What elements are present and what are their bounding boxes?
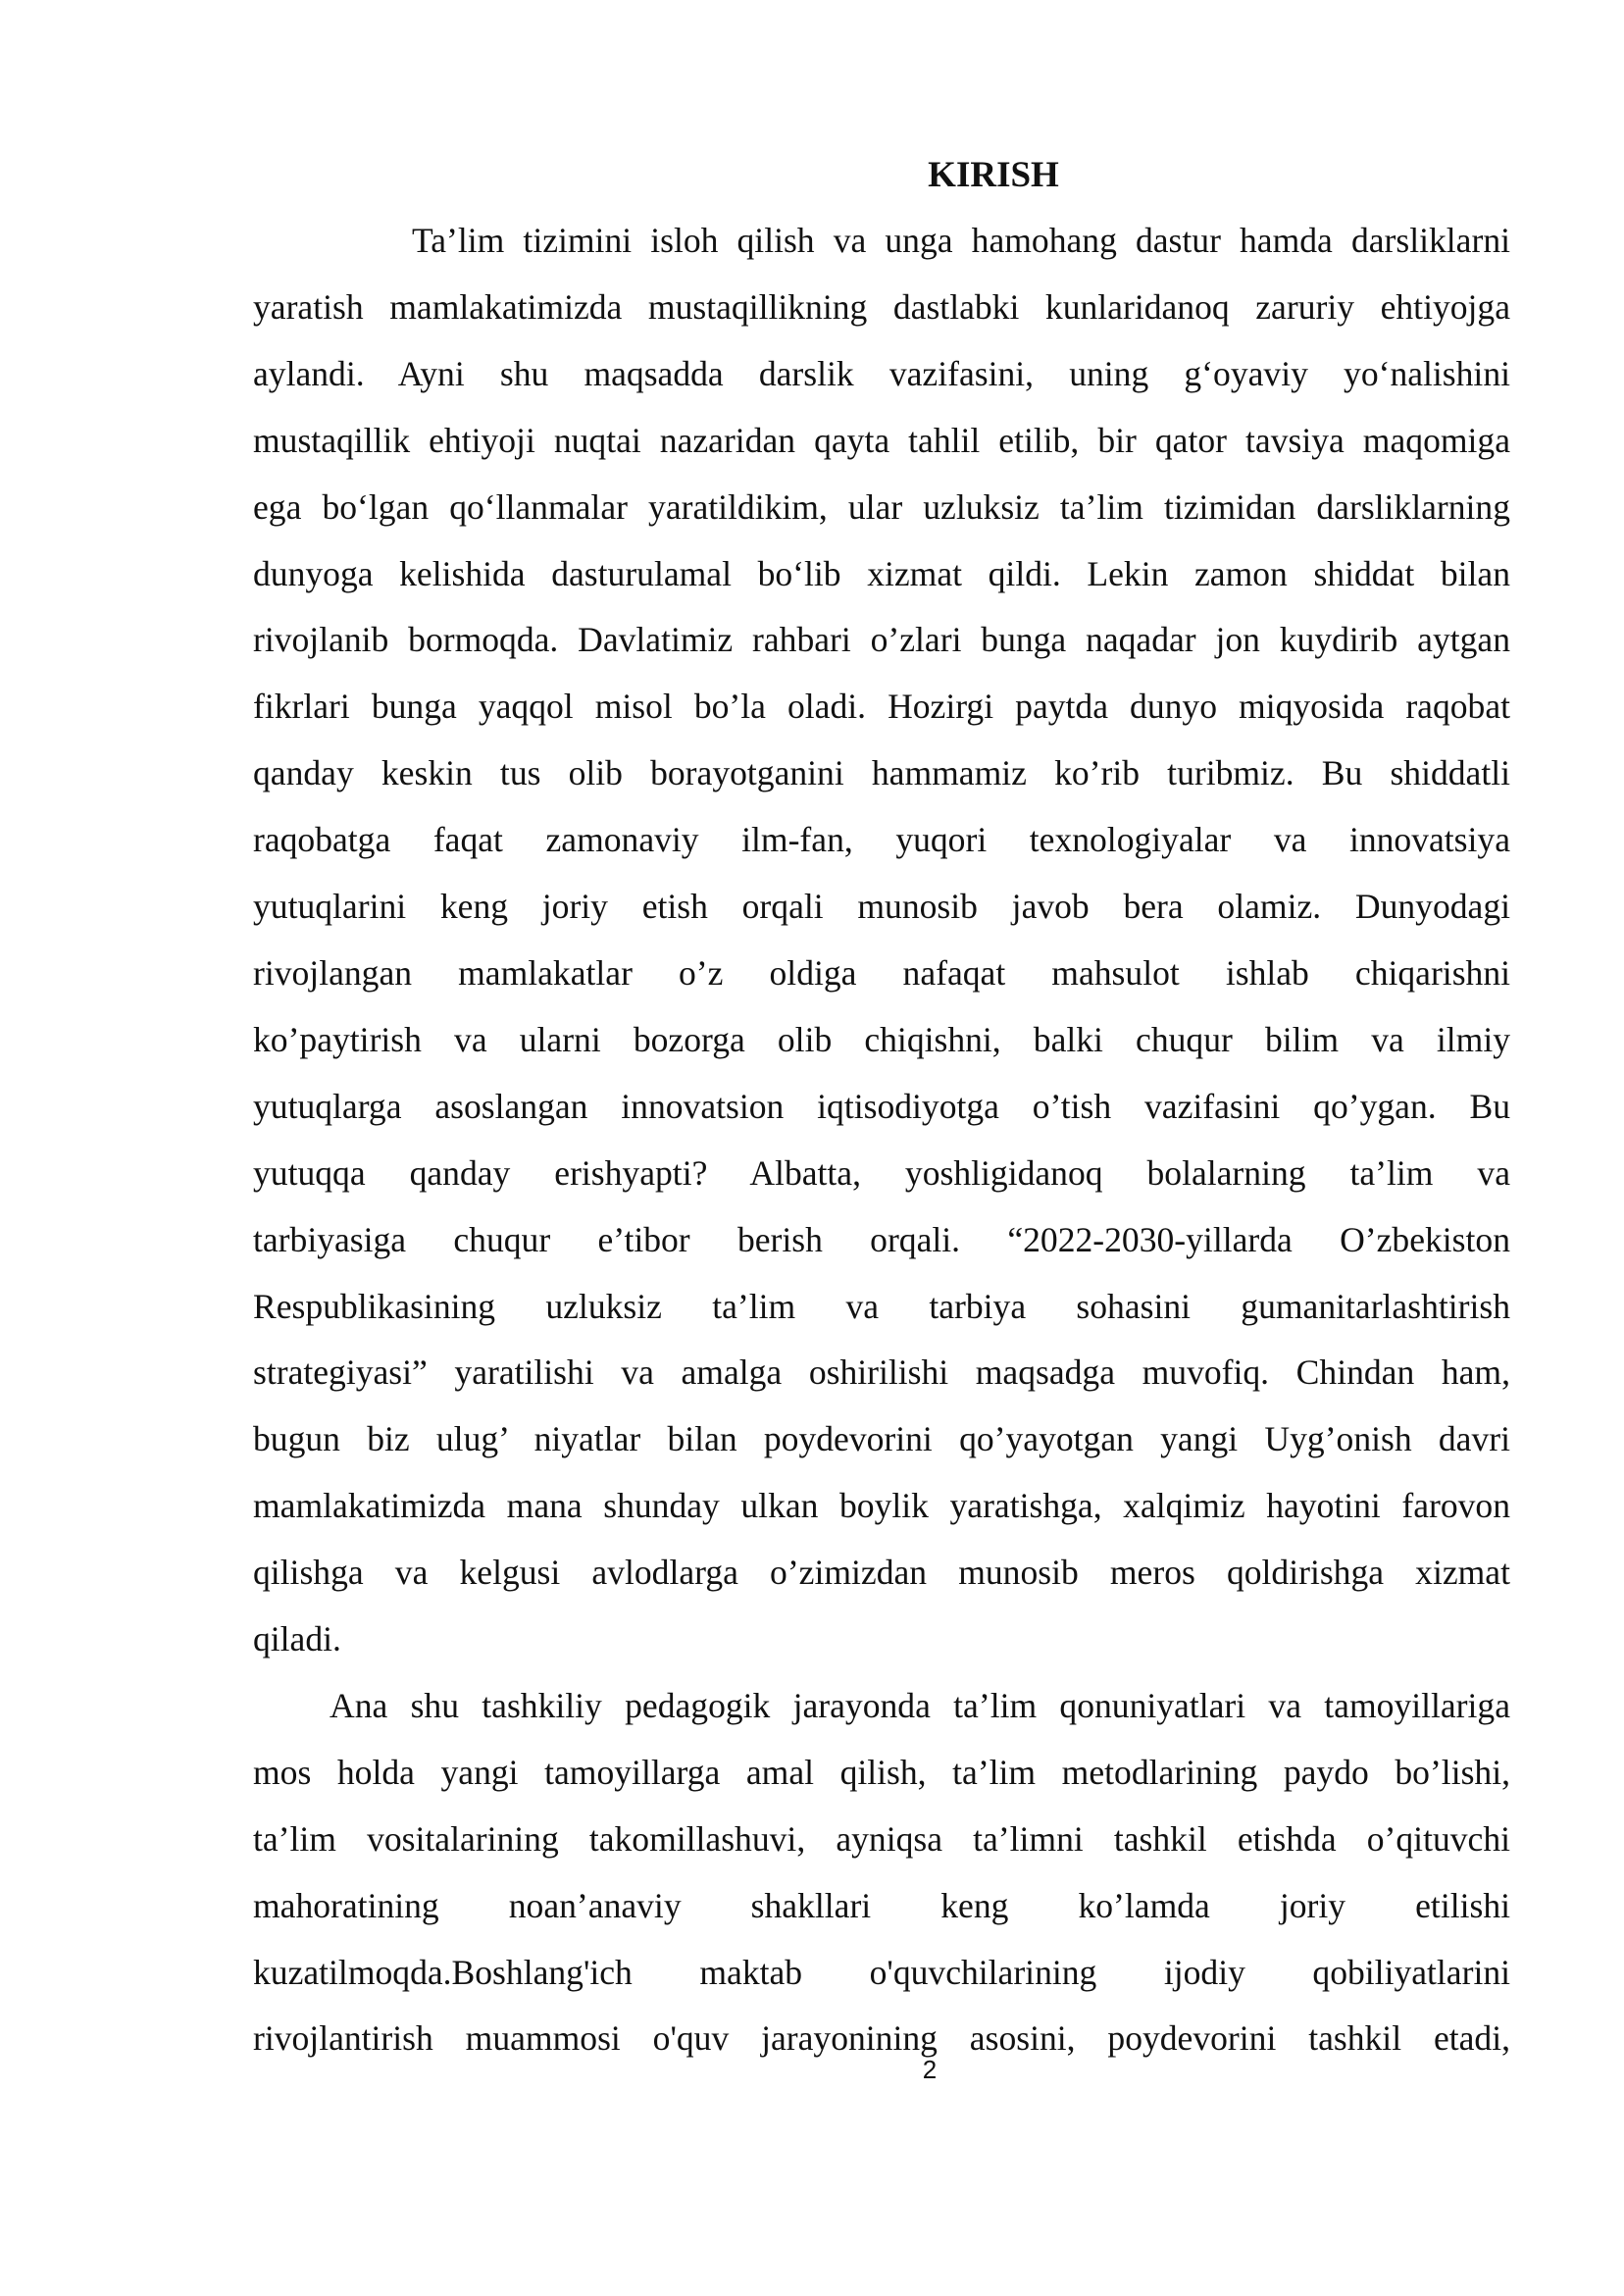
text-line: mamlakatimizda mana shunday ulkan boylik yaratishga, xalqimiz hayotini farovon xyxy=(253,1486,1510,1526)
text-line: rivojlanib bormoqda. Davlatimiz rahbari o’zlari bunga naqadar jon kuydirib aytgan xyxy=(253,620,1510,660)
text-line: rivojlantirish muammosi o'quv jarayonining asosini, poydevorini tashkil etadi, xyxy=(253,2018,1510,2059)
text-line: fikrlari bunga yaqqol misol bo’la oladi. Hozirgi paytda dunyo miqyosida raqobat xyxy=(253,687,1510,727)
page-number: 2 xyxy=(922,2055,938,2084)
text-line: kuzatilmoqda.Boshlang'ich maktab o'quvchilarining ijodiy qobiliyatlarini xyxy=(253,1952,1510,1992)
paragraph-1 xyxy=(253,208,1510,1673)
text-line: yaratish mamlakatimizda mustaqillikning dastlabki kunlaridanoq zaruriy ehtiyojga xyxy=(253,286,1510,327)
text-line: qiladi. xyxy=(253,1619,341,1659)
text-line: ko’paytirish va ularni bozorga olib chiqishni, balki chuqur bilim va ilmiy xyxy=(253,1019,1510,1059)
page-title: KIRISH xyxy=(928,155,1059,195)
text-line: ta’lim vositalarining takomillashuvi, ayniqsa ta’limni tashkil etishda o’qituvchi xyxy=(253,1818,1510,1859)
text-line: Ana shu tashkiliy pedagogik jarayonda ta’lim qonuniyatlari va tamoyillariga xyxy=(330,1685,1510,1725)
text-line: yutuqlarga asoslangan innovatsion iqtisodiyotga o’tish vazifasini qo’ygan. Bu xyxy=(253,1086,1510,1126)
text-line: tarbiyasiga chuqur e’tibor berish orqali. “2022-2030-yillarda O’zbekiston xyxy=(253,1219,1510,1259)
text-line: mustaqillik ehtiyoji nuqtai nazaridan qayta tahlil etilib, bir qator tavsiya maqomiga xyxy=(253,420,1510,460)
text-line: mos holda yangi tamoyillarga amal qilish, ta’lim metodlarining paydo bo’lishi, xyxy=(253,1752,1510,1792)
text-line: yutuqqa qanday erishyapti? Albatta, yoshligidanoq bolalarning ta’lim va xyxy=(253,1152,1510,1193)
paragraph-2 xyxy=(253,1673,1510,2072)
text-line: raqobatga faqat zamonaviy ilm-fan, yuqori texnologiyalar va innovatsiya xyxy=(253,820,1510,860)
text-line: aylandi. Ayni shu maqsadda darslik vazifasini, uning g‘oyaviy yo‘nalishini xyxy=(253,353,1510,393)
text-line: qilishga va kelgusi avlodlarga o’zimizdan munosib meros qoldirishga xizmat xyxy=(253,1553,1510,1593)
text-line: strategiyasi” yaratilishi va amalga oshirilishi maqsadga muvofiq. Chindan ham, xyxy=(253,1352,1510,1393)
text-line: bugun biz ulug’ niyatlar bilan poydevorini qo’yayotgan yangi Uyg’onish davri xyxy=(253,1419,1510,1459)
text-line: dunyoga kelishida dasturulamal bo‘lib xizmat qildi. Lekin zamon shiddat bilan xyxy=(253,553,1510,593)
text-line: ega bo‘lgan qo‘llanmalar yaratildikim, ular uzluksiz ta’lim tizimidan darsliklarning xyxy=(253,486,1510,527)
text-line: Respublikasining uzluksiz ta’lim va tarbiya sohasini gumanitarlashtirish xyxy=(253,1286,1510,1326)
text-line: qanday keskin tus olib borayotganini hammamiz ko’rib turibmiz. Bu shiddatli xyxy=(253,753,1510,793)
text-line: yutuqlarini keng joriy etish orqali munosib javob bera olamiz. Dunyodagi xyxy=(253,887,1510,927)
text-line: Ta’lim tizimini isloh qilish va unga hamohang dastur hamda darsliklarni xyxy=(412,221,1510,260)
text-line: mahoratining noan’anaviy shakllari keng ko’lamda joriy etilishi xyxy=(253,1885,1510,1925)
body-text xyxy=(253,208,1510,2072)
text-line: rivojlangan mamlakatlar o’z oldiga nafaqat mahsulot ishlab chiqarishni xyxy=(253,952,1510,993)
